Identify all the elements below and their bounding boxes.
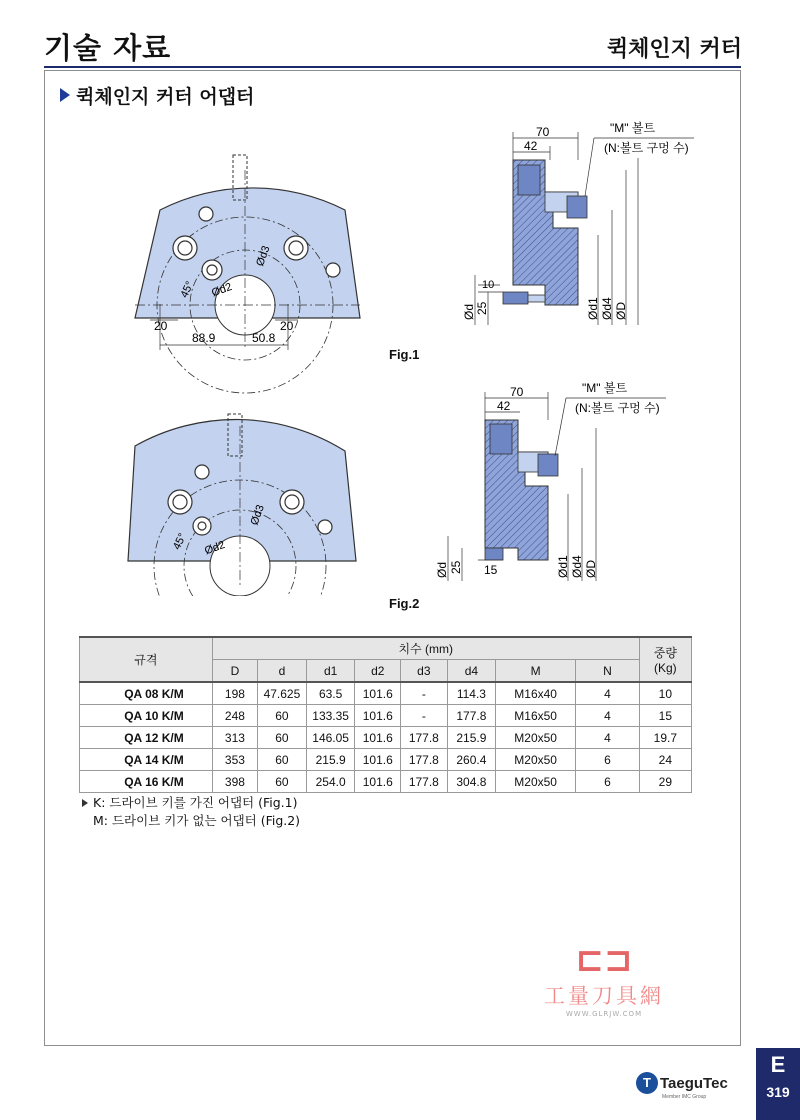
cell: 15 <box>639 705 691 727</box>
cell: 6 <box>576 749 640 771</box>
cell: 60 <box>258 705 307 727</box>
cell-model: QA 12 K/M <box>80 727 213 749</box>
cell: 313 <box>212 727 257 749</box>
header-divider <box>44 66 741 68</box>
cell: 4 <box>576 705 640 727</box>
cell: M20x50 <box>496 727 576 749</box>
triangle-bullet-icon <box>82 799 88 807</box>
cell-model: QA 14 K/M <box>80 749 213 771</box>
brand-sub: Member IMC Group <box>662 1094 707 1100</box>
dim-d1-fig2: Ød1 <box>556 555 570 578</box>
dim-left-20: 20 <box>154 319 168 333</box>
table-row <box>80 749 692 771</box>
dim-70-2: 70 <box>510 385 524 399</box>
brand-logo <box>636 1072 728 1100</box>
note-line <box>82 812 300 830</box>
figure-1-caption: Fig.1 <box>389 347 420 362</box>
dim-88-9: 88.9 <box>192 331 216 345</box>
dim-d-fig1: Ød <box>462 303 476 320</box>
cell: 114.3 <box>447 682 496 705</box>
dim-42-2: 42 <box>497 399 511 413</box>
cell: 177.8 <box>401 771 448 793</box>
table-row <box>80 727 692 749</box>
cell-model: QA 16 K/M <box>80 771 213 793</box>
cell: M20x50 <box>496 771 576 793</box>
cell: 63.5 <box>306 682 355 705</box>
dim-right-20: 20 <box>280 319 294 333</box>
dim-50-8: 50.8 <box>252 331 276 345</box>
col-spec-header: 규격 <box>80 637 213 682</box>
cell: 133.35 <box>306 705 355 727</box>
col-header: N <box>576 660 640 683</box>
weight-header-line1: 중량 <box>653 646 677 660</box>
dim-d3-2: Ød3 <box>248 503 267 527</box>
figure-2-drawing <box>0 376 800 596</box>
page-number: 319 <box>766 1084 790 1100</box>
cell: 4 <box>576 727 640 749</box>
brand-circle-icon: T <box>636 1072 658 1094</box>
cell: 101.6 <box>355 771 401 793</box>
cell: 19.7 <box>639 727 691 749</box>
cell: 4 <box>576 682 640 705</box>
cell: 60 <box>258 749 307 771</box>
cell: 177.8 <box>447 705 496 727</box>
cell: 198 <box>212 682 257 705</box>
cell: 6 <box>576 771 640 793</box>
cell: M16x50 <box>496 705 576 727</box>
col-header: d2 <box>355 660 401 683</box>
cell-model: QA 10 K/M <box>80 705 213 727</box>
table-notes <box>82 794 300 830</box>
col-header: D <box>212 660 257 683</box>
fig2-bolt-note: (N:볼트 구멍 수) <box>575 401 660 415</box>
page-tab <box>756 1048 800 1120</box>
cell: M20x50 <box>496 749 576 771</box>
section-title: 기술 자료 <box>44 31 172 65</box>
cell: 215.9 <box>447 727 496 749</box>
col-dims-header: 치수 (mm) <box>212 637 639 660</box>
dim-15: 15 <box>484 563 498 577</box>
cell: 248 <box>212 705 257 727</box>
cell: 101.6 <box>355 705 401 727</box>
fig1-bolt-label: "M" 볼트 <box>610 121 656 135</box>
weight-header-line2: (Kg) <box>654 661 677 675</box>
cell: 24 <box>639 749 691 771</box>
dim-10: 10 <box>482 279 495 291</box>
cell: 60 <box>258 727 307 749</box>
cell: - <box>401 705 448 727</box>
dim-25-fig1: 25 <box>475 301 489 315</box>
col-header: d1 <box>306 660 355 683</box>
watermark <box>534 940 674 1018</box>
col-header: d <box>258 660 307 683</box>
figure-2-caption: Fig.2 <box>389 596 420 611</box>
dim-angle-2: 45° <box>170 531 189 552</box>
watermark-logo-icon: ⊏⊐ <box>575 940 633 980</box>
triangle-bullet-icon <box>60 88 70 102</box>
table-row <box>80 682 692 705</box>
cell: 101.6 <box>355 682 401 705</box>
dim-d1-fig1: Ød1 <box>586 297 600 320</box>
dim-25-fig2: 25 <box>449 560 463 574</box>
dim-d4-fig2: Ød4 <box>570 555 584 578</box>
note-text: K: 드라이브 키를 가진 어댑터 (Fig.1) <box>93 795 298 810</box>
note-line <box>82 794 300 812</box>
cell: 29 <box>639 771 691 793</box>
table-row <box>80 771 692 793</box>
cell: 215.9 <box>306 749 355 771</box>
watermark-url: WWW.GLRJW.COM <box>565 1010 643 1018</box>
dim-70: 70 <box>536 125 550 139</box>
cell: 398 <box>212 771 257 793</box>
spec-table <box>79 636 692 793</box>
dim-d4-fig1: Ød4 <box>600 297 614 320</box>
fig1-bolt-note: (N:볼트 구멍 수) <box>604 141 689 155</box>
col-header: d4 <box>447 660 496 683</box>
cell: 260.4 <box>447 749 496 771</box>
cell: 101.6 <box>355 727 401 749</box>
dim-42: 42 <box>524 139 538 153</box>
dim-d2-2: Ød2 <box>203 538 227 558</box>
content-heading <box>60 82 254 109</box>
col-header: M <box>496 660 576 683</box>
col-weight-header <box>639 637 691 682</box>
cell: 353 <box>212 749 257 771</box>
cell: 60 <box>258 771 307 793</box>
cell-model: QA 08 K/M <box>80 682 213 705</box>
fig2-bolt-label: "M" 볼트 <box>582 381 628 395</box>
cell: - <box>401 682 448 705</box>
col-header: d3 <box>401 660 448 683</box>
section-letter: E <box>770 1052 786 1077</box>
cell: 10 <box>639 682 691 705</box>
dim-D-fig2: ØD <box>584 560 598 578</box>
cell: 47.625 <box>258 682 307 705</box>
dim-d3: Ød3 <box>254 244 273 268</box>
cell: 254.0 <box>306 771 355 793</box>
note-text: M: 드라이브 키가 없는 어댑터 (Fig.2) <box>93 813 301 828</box>
dim-d2: Ød2 <box>210 280 234 300</box>
category-title: 퀵체인지 커터 <box>606 37 742 62</box>
table-row <box>80 705 692 727</box>
cell: 177.8 <box>401 727 448 749</box>
cell: 101.6 <box>355 749 401 771</box>
watermark-text: 工量刀具網 <box>544 984 664 1008</box>
dim-d-fig2: Ød <box>435 561 449 578</box>
cell: 146.05 <box>306 727 355 749</box>
cell: M16x40 <box>496 682 576 705</box>
content-heading-text: 퀵체인지 커터 어댑터 <box>76 86 255 108</box>
dim-angle: 45° <box>178 279 197 300</box>
brand-name: TaeguTec <box>660 1074 728 1092</box>
cell: 304.8 <box>447 771 496 793</box>
dim-D-fig1: ØD <box>614 302 628 320</box>
cell: 177.8 <box>401 749 448 771</box>
